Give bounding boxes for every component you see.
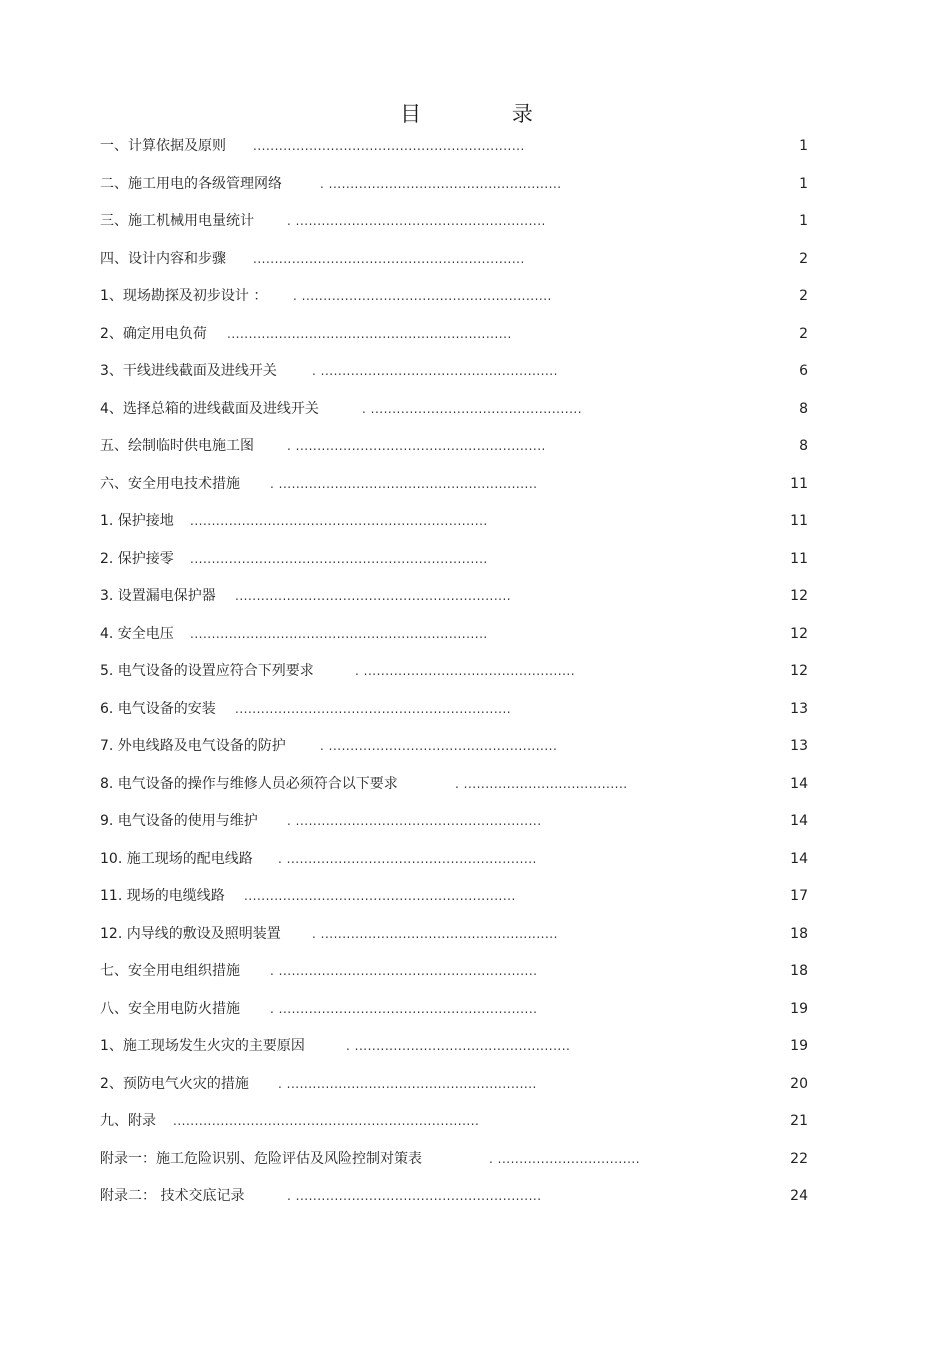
toc-entry-page-number: 6 bbox=[799, 363, 808, 379]
toc-entry[interactable] bbox=[100, 358, 808, 396]
toc-entry-label: 一、计算依据及原则 bbox=[100, 138, 226, 154]
toc-entry-label: 九、附录 bbox=[100, 1113, 156, 1129]
toc-entry-dot-leader: . ....................................................... bbox=[312, 364, 558, 378]
toc-entry[interactable] bbox=[100, 958, 808, 996]
toc-entry[interactable] bbox=[100, 546, 808, 584]
toc-entry-dot-leader: ................................................................ bbox=[235, 589, 512, 603]
toc-entry-page-number: 21 bbox=[790, 1113, 808, 1129]
toc-entry-label: 六、安全用电技术措施 bbox=[100, 475, 240, 492]
toc-entry-label: 五、绘制临时供电施工图 bbox=[100, 438, 254, 454]
toc-entry-page-number: 8 bbox=[799, 400, 808, 417]
toc-entry-dot-leader: . .......................................................... bbox=[287, 214, 546, 228]
toc-entry-label: 5. 电气设备的设置应符合下列要求 bbox=[100, 663, 314, 679]
toc-entry[interactable] bbox=[100, 133, 808, 171]
toc-entry[interactable] bbox=[100, 433, 808, 471]
toc-entry[interactable] bbox=[100, 771, 808, 809]
toc-entry-label: 附录一：施工危险识别、危险评估及风险控制对策表 bbox=[100, 1150, 422, 1167]
toc-entry-label: 1、施工现场发生火灾的主要原因 bbox=[100, 1038, 305, 1054]
toc-entry-label: 2. 保护接零 bbox=[100, 550, 174, 567]
toc-entry-dot-leader: . ................................. bbox=[489, 1151, 641, 1166]
toc-entry-dot-leader: . ............................................................ bbox=[270, 1001, 538, 1016]
toc-entry[interactable] bbox=[100, 508, 808, 546]
toc-entry[interactable] bbox=[100, 883, 808, 921]
toc-entry[interactable] bbox=[100, 996, 808, 1034]
toc-entry-label: 7. 外电线路及电气设备的防护 bbox=[100, 738, 286, 754]
toc-entry[interactable] bbox=[100, 621, 808, 659]
toc-entry[interactable] bbox=[100, 396, 808, 434]
toc-entry-dot-leader: ..................................................................... bbox=[190, 551, 488, 566]
toc-entry-label: 1、现场勘探及初步设计 ： bbox=[100, 288, 268, 304]
toc-entry-dot-leader: .................................................................. bbox=[227, 326, 512, 341]
toc-entry[interactable] bbox=[100, 1183, 808, 1221]
toc-entry-dot-leader: . ............................................................ bbox=[270, 964, 538, 978]
toc-entry[interactable] bbox=[100, 171, 808, 209]
toc-entry-label: 2、预防电气火灾的措施 bbox=[100, 1075, 249, 1092]
toc-entry-label: 3. 设置漏电保护器 bbox=[100, 588, 216, 604]
toc-entry-dot-leader: . ....................................................... bbox=[312, 926, 558, 941]
toc-entry-label: 三、施工机械用电量统计 bbox=[100, 213, 254, 229]
toc-entry-dot-leader: . ......................................................... bbox=[287, 814, 542, 828]
toc-entry-label: 11. 现场的电缆线路 bbox=[100, 888, 225, 904]
toc-entry[interactable] bbox=[100, 1108, 808, 1146]
toc-entry-page-number: 14 bbox=[790, 813, 808, 829]
toc-entry-label: 七、安全用电组织措施 bbox=[100, 963, 240, 979]
toc-entry-label: 4. 安全电压 bbox=[100, 625, 174, 642]
toc-entry-dot-leader: ............................................................... bbox=[244, 889, 516, 903]
toc-entry-dot-leader: . ..................................................... bbox=[320, 739, 558, 753]
toc-entry[interactable] bbox=[100, 921, 808, 959]
toc-entry-page-number: 18 bbox=[790, 963, 808, 979]
toc-entry[interactable] bbox=[100, 1033, 808, 1071]
toc-entry[interactable] bbox=[100, 583, 808, 621]
toc-entry-page-number: 12 bbox=[790, 625, 808, 642]
toc-entry-page-number: 2 bbox=[799, 325, 808, 342]
toc-entry-label: 3、干线进线截面及进线开关 bbox=[100, 363, 277, 379]
toc-entry-page-number: 11 bbox=[790, 475, 808, 492]
toc-entry-page-number: 11 bbox=[790, 513, 808, 529]
toc-entry-dot-leader: . .......................................................... bbox=[287, 439, 546, 453]
toc-entry-dot-leader: ................................................................ bbox=[235, 701, 512, 716]
toc-entry-page-number: 19 bbox=[790, 1038, 808, 1054]
toc-entry-page-number: 12 bbox=[790, 588, 808, 604]
toc-entry[interactable] bbox=[100, 733, 808, 771]
toc-entry-page-number: 13 bbox=[790, 738, 808, 754]
toc-entry[interactable] bbox=[100, 471, 808, 509]
toc-entry-page-number: 24 bbox=[790, 1188, 808, 1204]
toc-entry-page-number: 1 bbox=[799, 138, 808, 154]
toc-entry-page-number: 14 bbox=[790, 775, 808, 792]
toc-entry-dot-leader: ............................................................... bbox=[253, 251, 525, 266]
toc-entry-page-number: 1 bbox=[799, 175, 808, 192]
toc-entry[interactable] bbox=[100, 846, 808, 884]
toc-entry-dot-leader: ..................................................................... bbox=[190, 514, 488, 528]
toc-entry-page-number: 19 bbox=[790, 1000, 808, 1017]
toc-entry-label: 6. 电气设备的安装 bbox=[100, 700, 216, 717]
toc-entry-dot-leader: . .................................................. bbox=[346, 1039, 571, 1053]
toc-entry-page-number: 17 bbox=[790, 888, 808, 904]
toc-entry-dot-leader: . .......................................................... bbox=[278, 1076, 537, 1091]
toc-entry-page-number: 11 bbox=[790, 550, 808, 567]
toc-entry-label: 12. 内导线的敷设及照明装置 bbox=[100, 925, 281, 942]
toc-entry-label: 4、选择总箱的进线截面及进线开关 bbox=[100, 400, 319, 417]
toc-entry-page-number: 18 bbox=[790, 925, 808, 942]
toc-entry-page-number: 1 bbox=[799, 213, 808, 229]
toc-entry[interactable] bbox=[100, 658, 808, 696]
toc-entry[interactable] bbox=[100, 696, 808, 734]
toc-entry-dot-leader: . ......................................................... bbox=[287, 1189, 542, 1203]
toc-entry[interactable] bbox=[100, 246, 808, 284]
toc-entry-page-number: 20 bbox=[790, 1075, 808, 1092]
toc-entry-dot-leader: . .......................................................... bbox=[293, 289, 552, 303]
toc-entry-dot-leader: . ...................................................... bbox=[320, 176, 562, 191]
toc-entry[interactable] bbox=[100, 283, 808, 321]
toc-entry-label: 二、施工用电的各级管理网络 bbox=[100, 175, 282, 192]
toc-entry-page-number: 14 bbox=[790, 850, 808, 867]
toc-entry-label: 1. 保护接地 bbox=[100, 513, 174, 529]
toc-list bbox=[100, 133, 808, 1221]
toc-entry-label: 9. 电气设备的使用与维护 bbox=[100, 813, 258, 829]
toc-entry-dot-leader: . ............................................................ bbox=[270, 476, 538, 491]
toc-entry-dot-leader: ............................................................... bbox=[253, 139, 525, 153]
toc-entry-dot-leader: ....................................................................... bbox=[173, 1114, 480, 1128]
toc-entry-dot-leader: . .......................................................... bbox=[278, 851, 537, 866]
toc-entry-dot-leader: . ................................................. bbox=[355, 664, 576, 678]
toc-entry[interactable] bbox=[100, 321, 808, 359]
toc-title: 目 录 bbox=[400, 102, 575, 126]
toc-entry-label: 四、设计内容和步骤 bbox=[100, 250, 226, 267]
toc-entry-page-number: 12 bbox=[790, 663, 808, 679]
toc-entry-dot-leader: . ................................................. bbox=[362, 401, 583, 416]
toc-entry[interactable] bbox=[100, 808, 808, 846]
toc-entry-dot-leader: ..................................................................... bbox=[190, 626, 488, 641]
toc-entry-page-number: 22 bbox=[790, 1150, 808, 1167]
toc-entry-page-number: 2 bbox=[799, 288, 808, 304]
toc-entry[interactable] bbox=[100, 208, 808, 246]
toc-entry-label: 8. 电气设备的操作与维修人员必须符合以下要求 bbox=[100, 775, 398, 792]
toc-entry-page-number: 8 bbox=[799, 438, 808, 454]
toc-entry-label: 八、安全用电防火措施 bbox=[100, 1000, 240, 1017]
toc-entry-dot-leader: . ...................................... bbox=[455, 776, 628, 791]
toc-entry[interactable] bbox=[100, 1146, 808, 1184]
toc-entry-label: 附录二： 技术交底记录 bbox=[100, 1188, 245, 1204]
toc-entry[interactable] bbox=[100, 1071, 808, 1109]
toc-entry-label: 10. 施工现场的配电线路 bbox=[100, 850, 253, 867]
toc-entry-page-number: 13 bbox=[790, 700, 808, 717]
toc-entry-label: 2、确定用电负荷 bbox=[100, 325, 207, 342]
toc-entry-page-number: 2 bbox=[799, 250, 808, 267]
